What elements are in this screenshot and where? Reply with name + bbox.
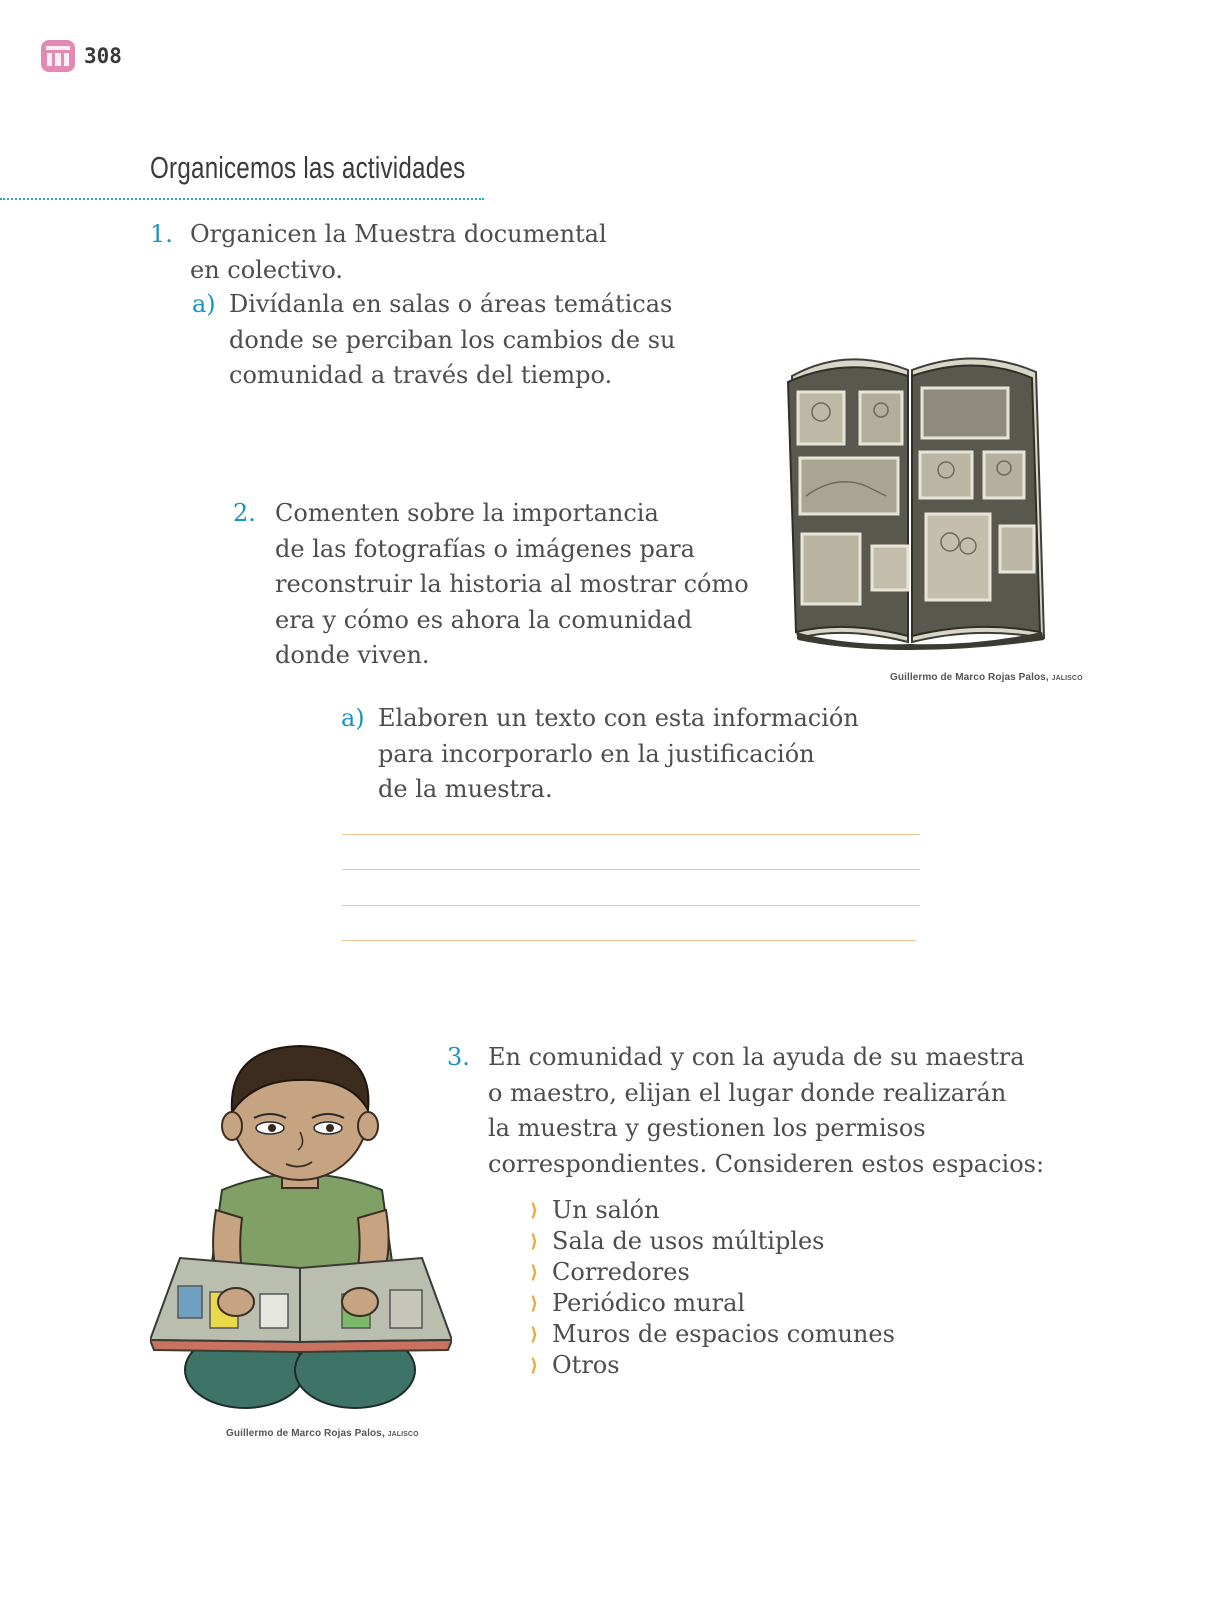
- illustration-credit-album: Guillermo de Marco Rojas Palos, JALISCO: [890, 672, 1083, 683]
- child-reading-illustration: [150, 1040, 452, 1416]
- item-3-number: 3.: [447, 1043, 470, 1071]
- illustration-credit-child: Guillermo de Marco Rojas Palos, JALISCO: [226, 1428, 419, 1439]
- item-1a-text: Divídanla en salas o áreas temáticas donde se perciban los cambios de su comunidad a través del tiempo.: [229, 290, 676, 389]
- answer-line[interactable]: [342, 905, 920, 906]
- answer-line[interactable]: [342, 834, 920, 835]
- item-2-text: Comenten sobre la importancia de las fotografías o imágenes para reconstruir la historia al mostrar cómo era y cómo es ahora la comunidad donde viven.: [275, 499, 749, 669]
- page-number: 308: [84, 44, 122, 68]
- bullet-chevron-icon: ⟩: [530, 1200, 539, 1221]
- answer-line[interactable]: [342, 940, 916, 941]
- item-1-number: 1.: [150, 220, 173, 248]
- item-2a-letter: a): [341, 704, 365, 732]
- list-item: ⟩ Muros de espacios comunes: [530, 1320, 895, 1348]
- bullet-chevron-icon: ⟩: [530, 1324, 539, 1345]
- answer-line[interactable]: [342, 869, 920, 870]
- photo-album-illustration: [786, 346, 1050, 650]
- list-item: ⟩ Un salón: [530, 1196, 660, 1224]
- page-glyph-icon: [40, 38, 76, 74]
- bullet-chevron-icon: ⟩: [530, 1262, 539, 1283]
- item-2a-text: Elaboren un texto con esta información para incorporarlo en la justificación de la muestra.: [378, 704, 859, 803]
- item-2-number: 2.: [233, 499, 256, 527]
- list-item: ⟩ Otros: [530, 1351, 620, 1379]
- title-divider: [0, 198, 484, 200]
- list-item: ⟩ Sala de usos múltiples: [530, 1227, 825, 1255]
- item-1-text: Organicen la Muestra documental en colectivo.: [190, 220, 607, 284]
- spaces-list: [530, 1195, 895, 1381]
- item-3-text: En comunidad y con la ayuda de su maestra o maestro, elijan el lugar donde realizarán la muestra y gestionen los permisos correspondientes. Consideren estos espacios:: [488, 1043, 1045, 1178]
- bullet-chevron-icon: ⟩: [530, 1231, 539, 1252]
- page-header: [40, 38, 122, 74]
- item-1a-letter: a): [192, 290, 216, 318]
- list-item: ⟩ Periódico mural: [530, 1289, 746, 1317]
- bullet-chevron-icon: ⟩: [530, 1355, 539, 1376]
- bullet-chevron-icon: ⟩: [530, 1293, 539, 1314]
- section-title: Organicemos las actividades: [150, 150, 466, 185]
- list-item: ⟩ Corredores: [530, 1258, 690, 1286]
